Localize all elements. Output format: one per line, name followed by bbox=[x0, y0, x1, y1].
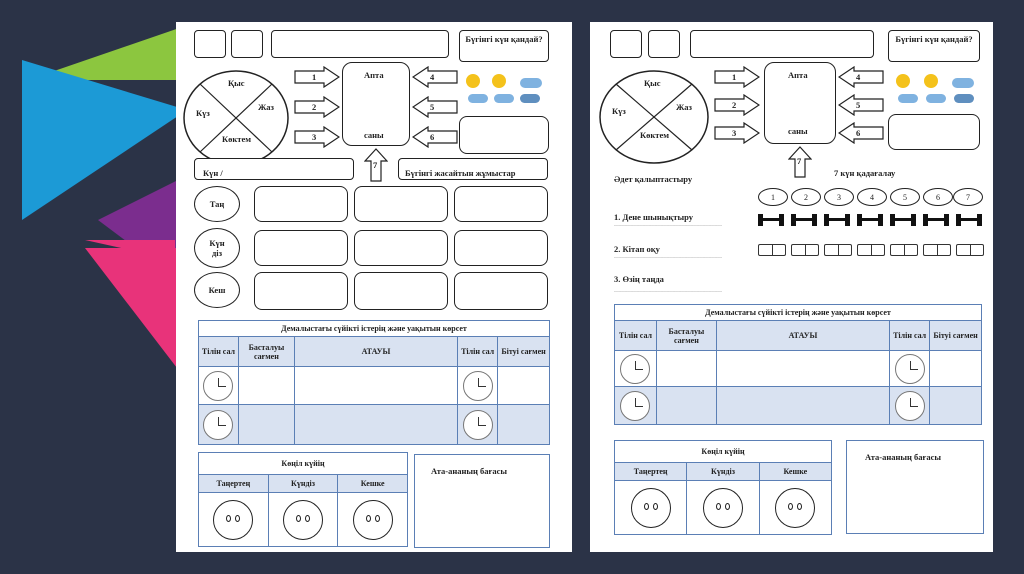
season-winter: Қыс bbox=[644, 78, 661, 88]
habit-item-3: 3. Өзің таңда bbox=[614, 274, 664, 284]
day-number: 2 bbox=[312, 102, 317, 112]
dumbbell-icon[interactable] bbox=[890, 214, 916, 226]
task-box[interactable] bbox=[454, 272, 548, 310]
habit-item-1: 1. Дене шынықтыру bbox=[614, 212, 693, 222]
part-of-day-evening: Кеш bbox=[194, 272, 240, 308]
day-number: 5 bbox=[856, 100, 861, 110]
col-set: Тілін сал bbox=[199, 337, 239, 367]
sun-icon[interactable] bbox=[896, 74, 910, 88]
season-summer: Жаз bbox=[676, 102, 692, 112]
week-days-label: саны bbox=[364, 130, 384, 140]
mood-time: Таңертең bbox=[615, 463, 687, 481]
hobby-table bbox=[614, 304, 982, 425]
col-set: Тілін сал bbox=[615, 321, 657, 351]
weather-icons[interactable] bbox=[894, 72, 980, 110]
part-of-day-noon: Күн діз bbox=[194, 228, 240, 268]
hobby-title: Демалыстағы сүйікті істерің және уақытын көрсет bbox=[615, 305, 982, 321]
day-number: 3 bbox=[732, 128, 737, 138]
day-number: 4 bbox=[430, 72, 435, 82]
storm-cloud-icon[interactable] bbox=[520, 94, 540, 103]
book-icon[interactable] bbox=[956, 244, 984, 256]
name-cell[interactable] bbox=[294, 405, 457, 445]
day-number: 7 bbox=[797, 156, 802, 166]
mood-time: Кешке bbox=[759, 463, 831, 481]
face-icon[interactable] bbox=[703, 488, 743, 528]
dumbbell-icons bbox=[758, 212, 988, 228]
col-name: АТАУЫ bbox=[716, 321, 889, 351]
end-cell[interactable] bbox=[498, 367, 550, 405]
end-cell[interactable] bbox=[930, 387, 982, 425]
col-name: АТАУЫ bbox=[294, 337, 457, 367]
habit-day-circles bbox=[758, 188, 988, 208]
end-cell[interactable] bbox=[498, 405, 550, 445]
book-icon[interactable] bbox=[890, 244, 918, 256]
habit-title: Әдет қалыптастыру bbox=[614, 174, 693, 184]
habit-underline: ……………………………………………… bbox=[614, 288, 722, 294]
day-number: 1 bbox=[732, 72, 737, 82]
season-summer: Жаз bbox=[258, 102, 274, 112]
arrow-day-6[interactable] bbox=[412, 126, 458, 148]
arrow-day-4[interactable] bbox=[412, 66, 458, 88]
season-autumn: Күз bbox=[196, 108, 210, 118]
book-icon[interactable] bbox=[824, 244, 852, 256]
week-title: Апта bbox=[364, 70, 384, 80]
clock-icon[interactable] bbox=[203, 371, 233, 401]
task-box[interactable] bbox=[454, 186, 548, 222]
col-end: Бітуі сағмен bbox=[930, 321, 982, 351]
start-cell[interactable] bbox=[656, 387, 716, 425]
clock-icon[interactable] bbox=[203, 410, 233, 440]
rain-cloud-icon[interactable] bbox=[898, 94, 918, 103]
dumbbell-icon[interactable] bbox=[923, 214, 949, 226]
rain-cloud-icon[interactable] bbox=[494, 94, 514, 103]
arrow-day-5[interactable] bbox=[412, 96, 458, 118]
face-icon[interactable] bbox=[775, 488, 815, 528]
day-circle[interactable]: 1 bbox=[758, 188, 788, 206]
day-number: 2 bbox=[732, 100, 737, 110]
habit-underline: ……………………………………………… bbox=[614, 222, 722, 228]
end-cell[interactable] bbox=[930, 351, 982, 387]
day-circle[interactable]: 6 bbox=[923, 188, 953, 206]
name-cell[interactable] bbox=[294, 367, 457, 405]
weather-answer-box[interactable] bbox=[459, 116, 549, 154]
day-number: 5 bbox=[430, 102, 435, 112]
arrow-day-5[interactable] bbox=[838, 94, 884, 116]
col-set: Тілін сал bbox=[890, 321, 930, 351]
clock-icon[interactable] bbox=[620, 391, 650, 421]
rain-cloud-icon[interactable] bbox=[468, 94, 488, 103]
day-circle[interactable]: 4 bbox=[857, 188, 887, 206]
storm-cloud-icon[interactable] bbox=[954, 94, 974, 103]
day-circle[interactable]: 5 bbox=[890, 188, 920, 206]
week-title: Апта bbox=[788, 70, 808, 80]
clock-icon[interactable] bbox=[463, 371, 493, 401]
mood-title: Көңіл күйің bbox=[199, 453, 408, 475]
book-icons bbox=[758, 242, 988, 260]
task-box[interactable] bbox=[254, 186, 348, 222]
habit-underline: ……………………………………………… bbox=[614, 254, 722, 260]
day-label-box[interactable]: Күн / bbox=[194, 158, 354, 180]
season-spring: Көктем bbox=[640, 130, 670, 140]
small-box[interactable] bbox=[610, 30, 642, 58]
start-cell[interactable] bbox=[238, 405, 294, 445]
name-cell[interactable] bbox=[716, 351, 889, 387]
dumbbell-icon[interactable] bbox=[857, 214, 883, 226]
book-icon[interactable] bbox=[791, 244, 819, 256]
day-circle[interactable]: 3 bbox=[824, 188, 854, 206]
season-winter: Қыс bbox=[228, 78, 245, 88]
day-number: 3 bbox=[312, 132, 317, 142]
sun-cloud-icon[interactable] bbox=[924, 74, 938, 88]
mood-time: Кешке bbox=[338, 475, 408, 493]
clock-icon[interactable] bbox=[463, 410, 493, 440]
rain-cloud-icon[interactable] bbox=[926, 94, 946, 103]
face-icon[interactable] bbox=[631, 488, 671, 528]
mood-time: Күндіз bbox=[687, 463, 759, 481]
date-box[interactable] bbox=[690, 30, 874, 58]
mood-title: Көңіл күйің bbox=[615, 441, 832, 463]
day-number: 1 bbox=[312, 72, 317, 82]
book-icon[interactable] bbox=[857, 244, 885, 256]
arrow-day-6[interactable] bbox=[838, 122, 884, 144]
col-start: Басталуы сағмен bbox=[238, 337, 294, 367]
week-days-label: саны bbox=[788, 126, 808, 136]
parent-rating-box[interactable]: Ата-ананың бағасы bbox=[846, 440, 984, 534]
arrow-day-3[interactable] bbox=[714, 122, 760, 144]
mood-table bbox=[614, 440, 832, 535]
small-box[interactable] bbox=[194, 30, 226, 58]
col-set: Тілін сал bbox=[458, 337, 498, 367]
task-box[interactable] bbox=[254, 230, 348, 266]
hobby-table bbox=[198, 320, 550, 445]
book-icon[interactable] bbox=[923, 244, 951, 256]
face-icon[interactable] bbox=[283, 500, 323, 540]
task-box[interactable] bbox=[254, 272, 348, 310]
arrow-day-3[interactable] bbox=[294, 126, 340, 148]
arrow-day-2[interactable] bbox=[714, 94, 760, 116]
day-number: 7 bbox=[373, 160, 378, 170]
season-autumn: Күз bbox=[612, 106, 626, 116]
hobby-title: Демалыстағы сүйікті істерің және уақытын көрсет bbox=[199, 321, 550, 337]
mood-time: Күндіз bbox=[268, 475, 338, 493]
mood-time: Таңертең bbox=[199, 475, 269, 493]
worksheet-page-2 bbox=[590, 22, 993, 552]
cloud-icon[interactable] bbox=[952, 78, 974, 88]
part-of-day-morning: Таң bbox=[194, 186, 240, 222]
task-box[interactable] bbox=[354, 272, 448, 310]
task-box[interactable] bbox=[354, 186, 448, 222]
weather-question-box: Бүгінгі күн қандай? bbox=[459, 30, 549, 62]
habit-track-label: 7 күн қадағалау bbox=[834, 168, 896, 178]
dumbbell-icon[interactable] bbox=[791, 214, 817, 226]
name-cell[interactable] bbox=[716, 387, 889, 425]
cloud-icon[interactable] bbox=[520, 78, 542, 88]
book-icon[interactable] bbox=[758, 244, 786, 256]
worksheet-page-1 bbox=[176, 22, 572, 552]
start-cell[interactable] bbox=[238, 367, 294, 405]
day-number: 4 bbox=[856, 72, 861, 82]
sun-icon[interactable] bbox=[466, 74, 480, 88]
day-circle[interactable]: 7 bbox=[953, 188, 983, 206]
todo-label-box: Бүгінгі жасайтын жұмыстар bbox=[398, 158, 548, 180]
arrow-day-2[interactable] bbox=[294, 96, 340, 118]
arrow-day-4[interactable] bbox=[838, 66, 884, 88]
small-box[interactable] bbox=[231, 30, 263, 58]
mood-table bbox=[198, 452, 408, 547]
weather-icons[interactable] bbox=[464, 72, 548, 110]
day-number: 6 bbox=[856, 128, 861, 138]
col-start: Басталуы сағмен bbox=[656, 321, 716, 351]
start-cell[interactable] bbox=[656, 351, 716, 387]
day-circle[interactable]: 2 bbox=[791, 188, 821, 206]
clock-icon[interactable] bbox=[620, 354, 650, 384]
arrow-day-1[interactable] bbox=[714, 66, 760, 88]
clock-icon[interactable] bbox=[895, 354, 925, 384]
col-end: Бітуі сағмен bbox=[498, 337, 550, 367]
weather-question-box: Бүгінгі күн қандай? bbox=[888, 30, 980, 62]
decor-triangle-pink-2 bbox=[85, 248, 177, 368]
face-icon[interactable] bbox=[353, 500, 393, 540]
sun-cloud-icon[interactable] bbox=[492, 74, 506, 88]
task-box[interactable] bbox=[454, 230, 548, 266]
season-spring: Көктем bbox=[222, 134, 252, 144]
weather-answer-box[interactable] bbox=[888, 114, 980, 150]
date-box[interactable] bbox=[271, 30, 449, 58]
parent-rating-box[interactable]: Ата-ананың бағасы bbox=[414, 454, 550, 548]
habit-item-2: 2. Кітап оқу bbox=[614, 244, 660, 254]
day-number: 6 bbox=[430, 132, 435, 142]
task-box[interactable] bbox=[354, 230, 448, 266]
clock-icon[interactable] bbox=[895, 391, 925, 421]
arrow-day-1[interactable] bbox=[294, 66, 340, 88]
dumbbell-icon[interactable] bbox=[824, 214, 850, 226]
dumbbell-icon[interactable] bbox=[758, 214, 784, 226]
face-icon[interactable] bbox=[213, 500, 253, 540]
small-box[interactable] bbox=[648, 30, 680, 58]
dumbbell-icon[interactable] bbox=[956, 214, 982, 226]
